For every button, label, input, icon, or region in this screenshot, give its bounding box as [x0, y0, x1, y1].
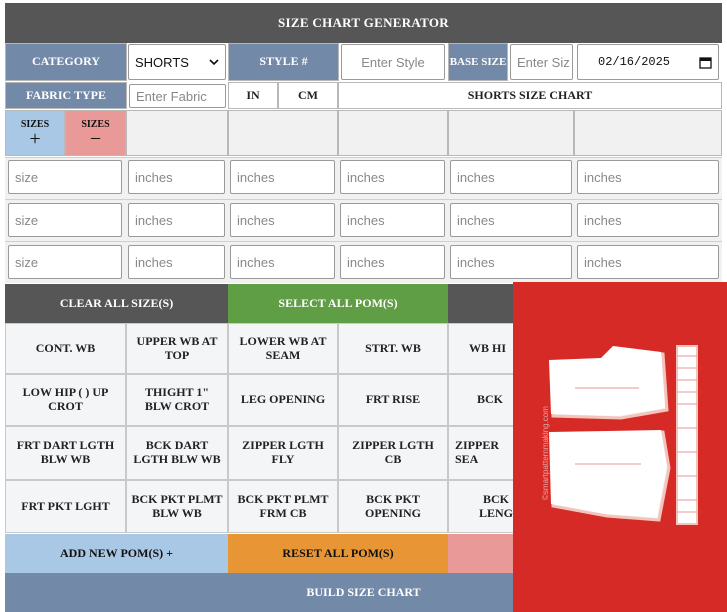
measurement-input[interactable]: inches [450, 160, 572, 194]
pom-button[interactable]: BCK LENG [448, 480, 518, 533]
size-header-cell [228, 110, 338, 156]
size-header-cell [338, 110, 448, 156]
measurement-input[interactable]: inches [128, 160, 225, 194]
pom-button[interactable]: BCK PKT OPENING [338, 480, 448, 533]
measurement-input[interactable]: inches [230, 245, 335, 279]
toolbar-button[interactable] [448, 284, 513, 323]
measurement-input[interactable]: inches [340, 245, 445, 279]
fabric-type-input[interactable]: Enter Fabric [129, 84, 226, 108]
select-all-pom-button[interactable]: SELECT ALL POM(S) [228, 284, 448, 323]
size-header-cell [574, 110, 722, 156]
style-input[interactable]: Enter Style [341, 44, 445, 80]
pom-button[interactable]: UPPER WB AT TOP [126, 323, 228, 374]
add-size-button[interactable] [5, 110, 65, 156]
size-header-cell [448, 110, 574, 156]
measurement-input[interactable]: inches [230, 203, 335, 237]
reset-all-pom-button[interactable]: RESET ALL POM(S) [228, 534, 448, 573]
pom-button[interactable]: BCK [448, 374, 518, 426]
category-select-value: SHORTS [135, 54, 189, 70]
pom-button[interactable]: LOWER WB AT SEAM [228, 323, 338, 374]
measurement-input[interactable]: inches [577, 203, 719, 237]
date-input[interactable] [577, 44, 719, 80]
remove-size-button[interactable] [65, 110, 126, 156]
toolbar-button[interactable] [448, 534, 513, 573]
base-size-input[interactable]: Enter Siz [510, 44, 573, 80]
minus-icon: − [89, 127, 102, 150]
pattern-image-overlay [513, 282, 727, 612]
chart-title: SHORTS SIZE CHART [338, 82, 722, 109]
pom-button[interactable]: BCK DART LGTH BLW WB [126, 426, 228, 480]
size-input[interactable]: size [8, 203, 122, 237]
category-label: CATEGORY [5, 43, 127, 81]
size-input[interactable]: size [8, 160, 122, 194]
measurement-input[interactable]: inches [577, 160, 719, 194]
base-size-label: BASE SIZE [448, 43, 508, 81]
pom-button[interactable]: LOW HIP ( ) UP CROT [5, 374, 126, 426]
pom-button[interactable]: FRT DART LGTH BLW WB [5, 426, 126, 480]
chevron-down-icon [209, 58, 219, 66]
size-input[interactable]: size [8, 245, 122, 279]
measurement-input[interactable]: inches [128, 245, 225, 279]
style-label: STYLE # [228, 43, 339, 81]
add-size-label: SIZES [20, 118, 50, 130]
measurement-input[interactable]: inches [577, 245, 719, 279]
fabric-type-label: FABRIC TYPE [5, 82, 127, 109]
unit-cm-toggle[interactable]: CM [278, 82, 338, 109]
measurement-input[interactable]: inches [450, 245, 572, 279]
watermark-text: ©smartpatternmaking.com [541, 406, 550, 500]
pom-button[interactable]: CONT. WB [5, 323, 126, 374]
measurement-input[interactable]: inches [340, 203, 445, 237]
size-header-cell [126, 110, 228, 156]
measurement-input[interactable]: inches [450, 203, 572, 237]
measurement-input[interactable]: inches [230, 160, 335, 194]
pom-button[interactable]: STRT. WB [338, 323, 448, 374]
pom-button[interactable]: ZIPPER SEA [448, 426, 518, 480]
measurement-input[interactable]: inches [128, 203, 225, 237]
page-title: SIZE CHART GENERATOR [5, 3, 722, 43]
pom-button[interactable]: ZIPPER LGTH CB [338, 426, 448, 480]
build-size-chart-button[interactable]: BUILD SIZE CHART [5, 573, 722, 612]
unit-in-toggle[interactable]: IN [228, 82, 278, 109]
add-new-pom-button[interactable]: ADD NEW POM(S) + [5, 534, 228, 573]
pom-button[interactable]: WB HI [448, 323, 518, 374]
pom-button[interactable]: BCK PKT PLMT FRM CB [228, 480, 338, 533]
date-value: 02/16/2025 [598, 55, 671, 69]
pom-button[interactable]: ZIPPER LGTH FLY [228, 426, 338, 480]
category-select[interactable] [128, 44, 226, 80]
plus-icon: + [29, 127, 41, 150]
pom-button[interactable]: LEG OPENING [228, 374, 338, 426]
pom-button[interactable]: THIGHT 1" BLW CROT [126, 374, 228, 426]
pom-button[interactable]: BCK PKT PLMT BLW WB [126, 480, 228, 533]
calendar-icon[interactable] [699, 56, 712, 69]
measurement-input[interactable]: inches [340, 160, 445, 194]
clear-all-sizes-button[interactable]: CLEAR ALL SIZE(S) [5, 284, 228, 323]
remove-size-label: SIZES [81, 118, 110, 130]
pom-button[interactable]: FRT PKT LGHT [5, 480, 126, 533]
pom-button[interactable]: FRT RISE [338, 374, 448, 426]
